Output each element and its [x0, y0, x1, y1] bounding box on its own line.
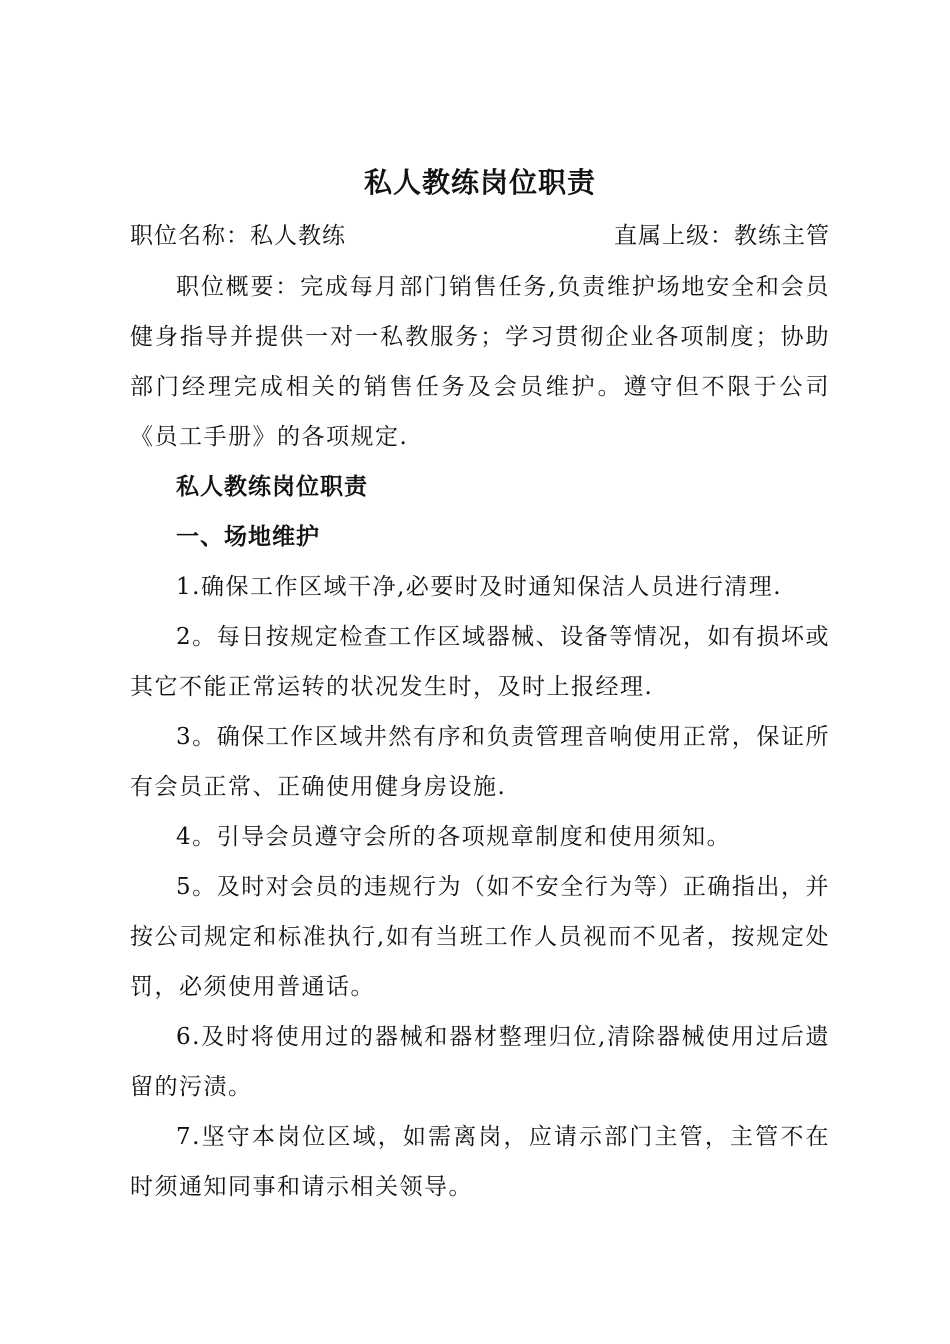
- list-item: 5。及时对会员的违规行为（如不安全行为等）正确指出，并按公司规定和标准执行,如有当班工作人员视而不见者，按规定处罚，必须使用普通话。: [130, 874, 830, 1000]
- section-heading: 私人教练岗位职责: [176, 473, 368, 500]
- document-body: [130, 262, 830, 1212]
- list-item: 7.坚守本岗位区域，如需离岗，应请示部门主管，主管不在时须通知同事和请示相关领导。: [130, 1124, 830, 1200]
- meta-row: [130, 216, 830, 256]
- position-name: 职位名称：私人教练: [130, 223, 346, 249]
- paragraph-summary: 职位概要：完成每月部门销售任务,负责维护场地安全和会员健身指导并提供一对一私教服务；学习贯彻企业各项制度；协助部门经理完成相关的销售任务及会员维护。遵守但不限于公司《员工手册》的各项规定.: [130, 274, 830, 450]
- list-item: 6.及时将使用过的器械和器材整理归位,清除器械使用过后遗留的污渍。: [130, 1024, 830, 1100]
- list-item: 4。引导会员遵守会所的各项规章制度和使用须知。: [176, 824, 732, 850]
- list-item: 2。每日按规定检查工作区域器械、设备等情况，如有损坏或其它不能正常运转的状况发生时，及时上报经理.: [130, 624, 830, 700]
- list-item: 1.确保工作区域干净,必要时及时通知保洁人员进行清理.: [176, 574, 783, 600]
- direct-supervisor: 直属上级：教练主管: [614, 223, 830, 249]
- subsection-heading: 一、场地维护: [176, 523, 320, 550]
- list-item: 3。确保工作区域井然有序和负责管理音响使用正常，保证所有会员正常、正确使用健身房设施.: [130, 724, 830, 800]
- document-title: 私人教练岗位职责: [363, 166, 596, 199]
